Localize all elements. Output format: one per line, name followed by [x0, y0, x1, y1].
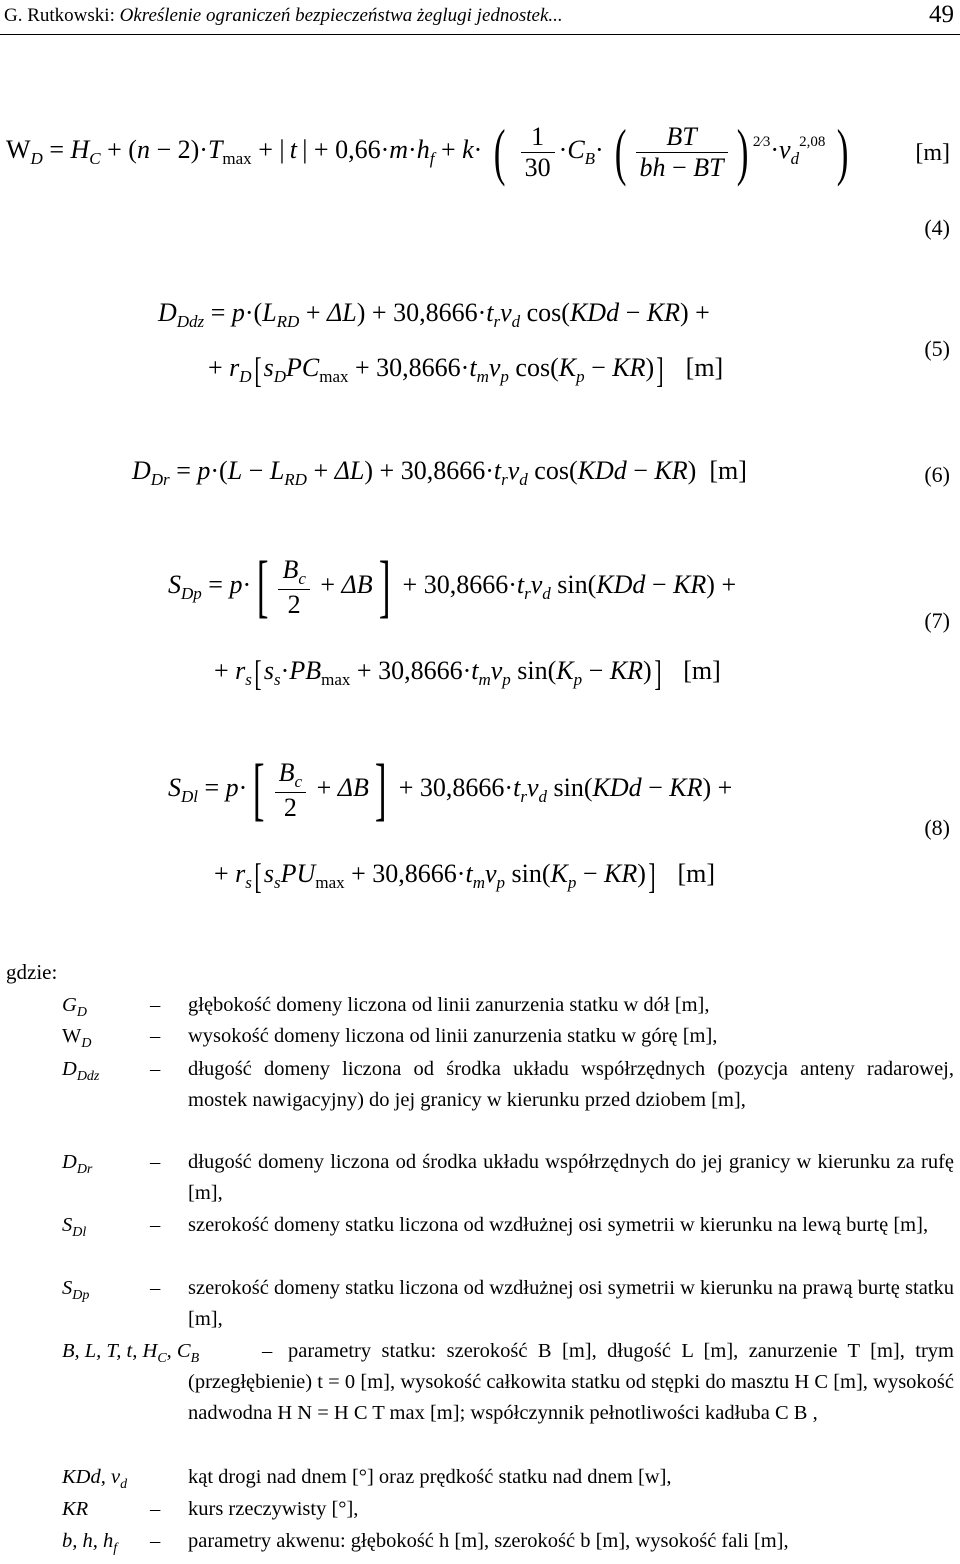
definition-kr: KR – kurs rzeczywisty [°],: [62, 1498, 359, 1520]
running-header: [0, 0, 960, 35]
definition-sdl: $S_{Dl}$ – szerokość domeny statku liczona od wzdłużnej osi symetrii w kierunku na lewą burtę [m],: [62, 1214, 929, 1241]
definition-ddr: $D_{Dr}$ – długość domeny liczona od środka układu współrzędnych do jej granicy w kierunku za rufę [m],: [62, 1151, 954, 1204]
equation-4-number: (4): [924, 215, 950, 240]
equation-6: $D_{Dr} = p\cdot(L - L_{RD} + \Delta L) + 30,8666\cdot t_rv_d$ cos(KDd − KR) [m]: [132, 456, 747, 489]
definition-ship-parameters: B, L, T, t, $H_C$, $C_B$ – parametry statku: szerokość B [m], długość L [m], zanurzenie T [m], trym (przegłębienie) t = 0 [m], wysokość całkowita statku od stępki do masztu H C [m], wysokość nadwodna H N = H C T max [m]; współczynnik pełnotliwości kadłuba C B ,: [62, 1340, 954, 1424]
equation-7-number: (7): [924, 608, 950, 633]
definition-wd: $W_D$ – wysokość domeny liczona od linii zanurzenia statku w górę [m],: [62, 1025, 718, 1052]
equation-8-line-1: $S_{Dl} = p\cdot$[ $\frac{B_c}{2}$ + $\Delta B] + 30,8666\cdot t_rv_d$ sin(KDd − KR) +: [168, 751, 733, 828]
equation-4-unit: [m]: [915, 140, 950, 166]
equation-5-line-1: $D_{Ddz} = p\cdot(L_{RD} + \Delta L) + 30,8666\cdot t_rv_d$ cos(KDd − KR) +: [158, 298, 710, 331]
equation-5-line-2: + $r_D[s_DPC_{max} + 30,8666\cdot t_mv_p$ $\cos(K_p - KR)$] [m]: [208, 350, 724, 390]
definition-dddz: $D_{Ddz}$ – długość domeny liczona od środka układu współrzędnych (pozycja anteny radarowej, mostek nawigacyjny) do jej granicy w kierunku przed dziobem [m],: [62, 1058, 954, 1111]
equation-8-number: (8): [924, 815, 950, 840]
equation-8-line-2: + $r_s[s_sPU_{max} + 30,8666\cdot t_mv_p$ $\sin(K_p - KR)$] [m]: [214, 856, 715, 896]
equation-5-number: (5): [924, 336, 950, 361]
definition-kdd-vd: KDd, $v_d$ kąt drogi nad dnem [°] oraz prędkość statku nad dnem [w],: [62, 1466, 672, 1493]
equation-7-line-2: + $r_s[s_s\cdot PB_{max} + 30,8666\cdot t_mv_p$ $\sin(K_p - KR)$] [m]: [214, 653, 721, 693]
definition-basin-parameters: b, h, $h_f$ – parametry akwenu: głębokość h [m], szerokość b [m], wysokość fali [m],: [62, 1530, 789, 1557]
definitions-intro: gdzie:: [6, 960, 58, 984]
equation-4: $W_D = H_C + (n - 2)\cdot T_{max}$ + | t | + $0,66\cdot m\cdot h_f + k\cdot$ ( $\frac{1}{30}$ $\cdot C_B\cdot$ ( $\frac{BT}{bh - BT}$ ) $^{2⁄3}\cdot v_d^{2,08}$ ): [6, 116, 849, 187]
equation-7-line-1: $S_{Dp} = p\cdot$[ $\frac{B_c}{2}$ + $\Delta B] + 30,8666\cdot t_rv_d$ sin(KDd − KR) +: [168, 548, 737, 625]
equation-6-number: (6): [924, 462, 950, 487]
definition-gd: $G_D$ – głębokość domeny liczona od linii zanurzenia statku w dół [m],: [62, 994, 710, 1021]
page-number: 49: [929, 1, 954, 28]
header-title: G. Rutkowski: Określenie ograniczeń bezpieczeństwa żeglugi jednostek...: [4, 5, 563, 26]
definition-sdp: $S_{Dp}$ – szerokość domeny statku liczona od wzdłużnej osi symetrii w kierunku na prawą burtę statku [m],: [62, 1277, 954, 1330]
